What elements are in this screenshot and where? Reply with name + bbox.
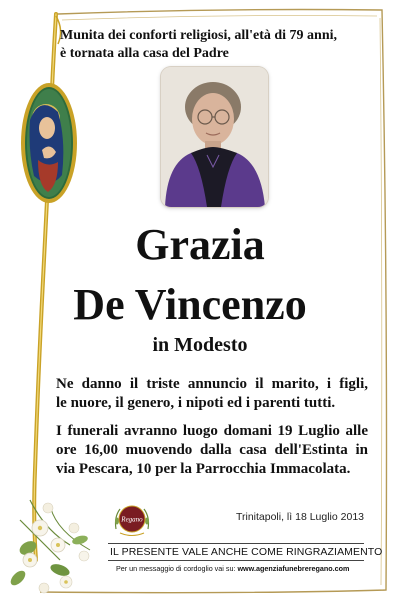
divider xyxy=(108,560,364,561)
condolence-link[interactable]: www.agenziafunebreregano.com xyxy=(237,564,350,573)
portrait-image xyxy=(161,67,268,207)
deceased-first-name: Grazia xyxy=(135,220,265,269)
condolence-note xyxy=(116,564,349,573)
announcement-paragraph xyxy=(56,375,368,413)
divider xyxy=(108,543,364,544)
place-date: Trinitapoli, lì 18 Luglio 2013 xyxy=(235,511,364,523)
thanks-note: IL PRESENTE VALE ANCHE COME RINGRAZIAMENTO xyxy=(110,546,383,558)
funeral-line: via Pescara, 10 per la Parrocchia Immacolata. xyxy=(56,461,351,477)
condolence-prefix: Per un messaggio di cordoglio vai su: xyxy=(116,564,238,573)
announcement-line: le nuore, il genero, i nipoti ed i parenti tutti. xyxy=(56,395,336,411)
portrait-photo xyxy=(161,67,268,207)
intro-text xyxy=(60,27,380,63)
intro-line-1: Munita dei conforti religiosi, all'età di 79 anni, xyxy=(60,28,338,43)
deceased-last-name: De Vincenzo xyxy=(73,280,307,329)
logo-text: Regano xyxy=(121,515,143,524)
married-name: in Modesto xyxy=(152,334,248,356)
flowers-icon xyxy=(8,500,90,593)
intro-line-2: è tornata alla casa del Padre xyxy=(60,46,229,61)
agency-logo xyxy=(112,503,152,537)
funeral-paragraph xyxy=(56,422,368,479)
announcement-line: Ne danno il triste annuncio il marito, i figli, xyxy=(56,376,368,392)
funeral-line: ore 16,00 muovendo dalla casa dell'Estinta in xyxy=(56,442,368,458)
funeral-line: I funerali avranno luogo domani 19 Luglio alle xyxy=(56,423,368,439)
madonna-medallion-icon xyxy=(21,83,77,203)
